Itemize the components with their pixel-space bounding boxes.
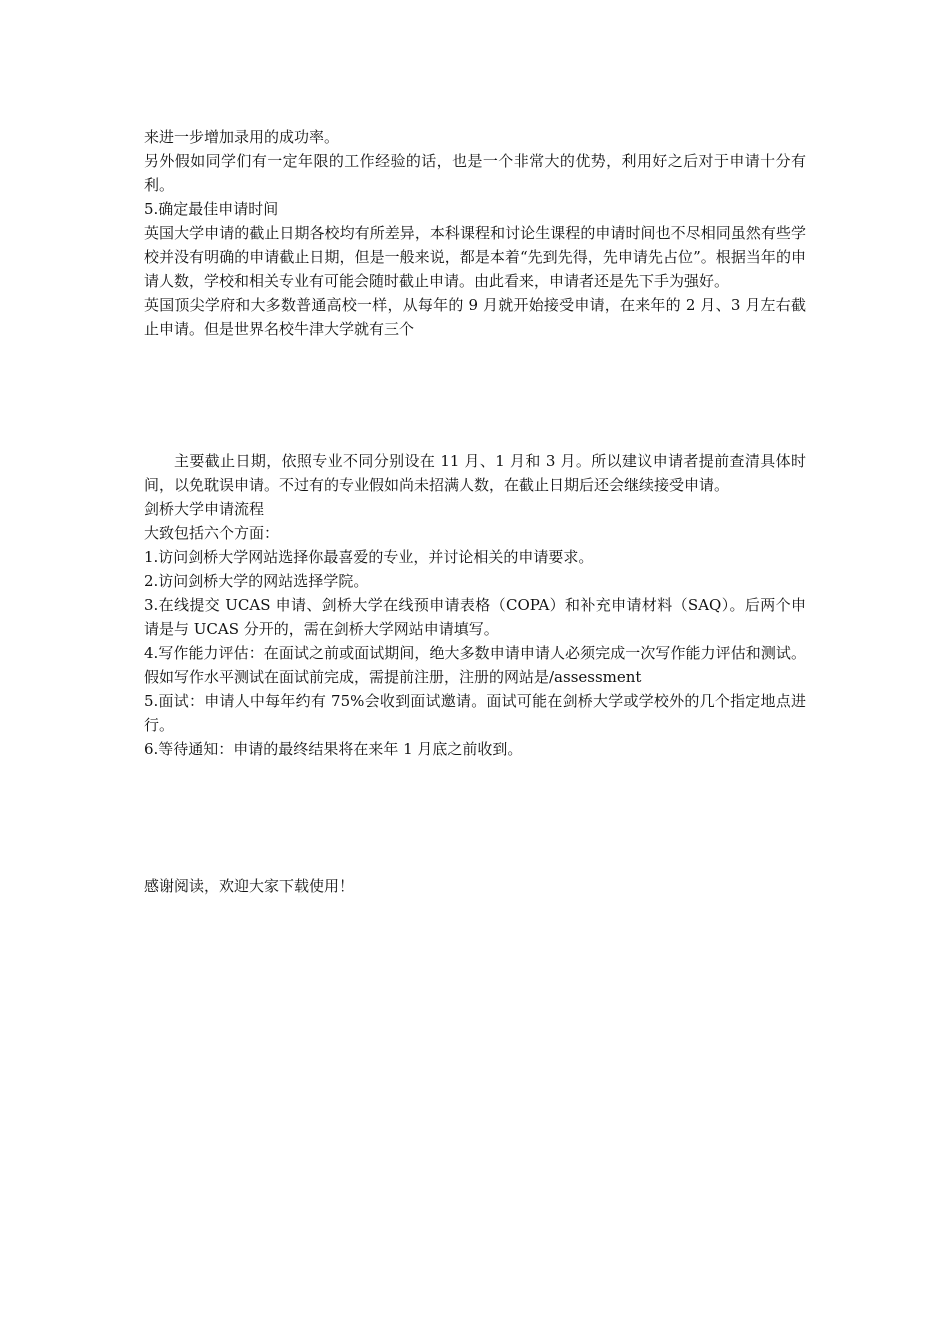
paragraph: 英国大学申请的截止日期各校均有所差异，本科课程和讨论生课程的申请时间也不尽相同虽然有些学校并没有明确的申请截止日期，但是一般来说，都是本着“先到先得，先申请先占位”。根据当年的申请人数，学校和相关专业有可能会随时截止申请。由此看来，申请者还是先下手为强好。 (144, 224, 806, 290)
text-block-middle (144, 449, 806, 761)
section-heading: 5.确定最佳申请时间 (144, 200, 279, 218)
section-heading: 剑桥大学申请流程 (144, 500, 265, 518)
closing-block (144, 874, 806, 898)
paragraph: 另外假如同学们有一定年限的工作经验的话，也是一个非常大的优势，利用好之后对于申请十分有利。 (144, 152, 806, 194)
paragraph: 英国顶尖学府和大多数普通高校一样，从每年的 9 月就开始接受申请，在来年的 2 月、3 月左右截止申请。但是世界名校牛津大学就有三个 (144, 296, 806, 338)
closing-line: 感谢阅读，欢迎大家下载使用！ (144, 877, 355, 895)
paragraph: 大致包括六个方面： (144, 524, 280, 542)
list-item: 6.等待通知：申请的最终结果将在来年 1 月底之前收到。 (144, 740, 523, 758)
text-block-top (144, 125, 806, 341)
list-item: 4.写作能力评估：在面试之前或面试期间，绝大多数申请申请人必须完成一次写作能力评估和测试。假如写作水平测试在面试前完成，需提前注册，注册的网站是/assessment (144, 644, 806, 686)
list-item: 1.访问剑桥大学网站选择你最喜爱的专业，并讨论相关的申请要求。 (144, 548, 594, 566)
paragraph: 来进一步增加录用的成功率。 (144, 128, 340, 146)
list-item: 3.在线提交 UCAS 申请、剑桥大学在线预申请表格（COPA）和补充申请材料（SAQ）。后两个申请是与 UCAS 分开的，需在剑桥大学网站申请填写。 (144, 596, 806, 638)
list-item: 5.面试：申请人中每年约有 75%会收到面试邀请。面试可能在剑桥大学或学校外的几个指定地点进行。 (144, 692, 806, 734)
list-item: 2.访问剑桥大学的网站选择学院。 (144, 572, 369, 590)
paragraph: 主要截止日期，依照专业不同分别设在 11 月、1 月和 3 月。所以建议申请者提前查清具体时间，以免耽误申请。不过有的专业假如尚未招满人数，在截止日期后还会继续接受申请。 (144, 452, 806, 494)
